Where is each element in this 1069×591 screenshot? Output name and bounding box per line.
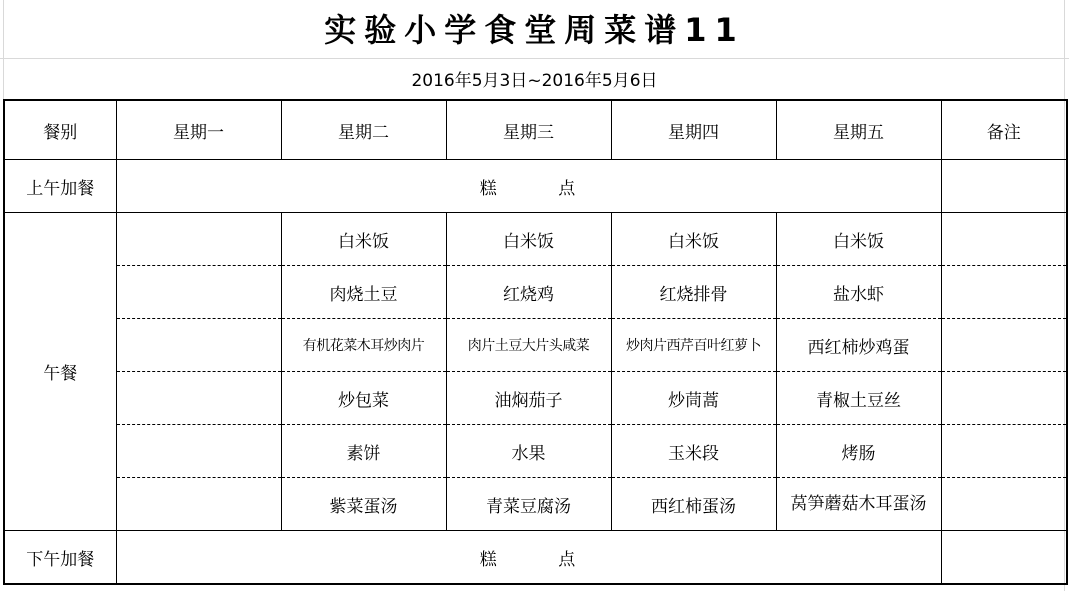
lunch-cell[interactable]: 青椒土豆丝: [776, 372, 941, 425]
lunch-row: [4, 319, 1067, 372]
page-title: 实验小学食堂周菜谱11: [324, 11, 745, 49]
morning-snack-notes[interactable]: [941, 160, 1067, 213]
lunch-cell[interactable]: 白米饭: [611, 213, 776, 266]
lunch-cell[interactable]: 烤肠: [776, 425, 941, 478]
afternoon-snack-row: [4, 531, 1067, 585]
lunch-cell[interactable]: 有机花菜木耳炒肉片: [281, 319, 446, 372]
afternoon-snack-label[interactable]: 下午加餐: [4, 531, 116, 585]
lunch-cell[interactable]: [116, 213, 281, 266]
lunch-cell[interactable]: 紫菜蛋汤: [281, 478, 446, 531]
lunch-cell[interactable]: 油焖茄子: [446, 372, 611, 425]
lunch-cell[interactable]: 红烧鸡: [446, 266, 611, 319]
lunch-cell[interactable]: 肉片土豆大片头咸菜: [446, 319, 611, 372]
afternoon-snack-content[interactable]: 糕 点: [116, 531, 941, 585]
lunch-cell[interactable]: [116, 478, 281, 531]
lunch-notes-cell[interactable]: [941, 478, 1067, 531]
lunch-cell[interactable]: [116, 319, 281, 372]
lunch-notes-cell[interactable]: [941, 266, 1067, 319]
lunch-cell[interactable]: [116, 266, 281, 319]
header-cell-thursday[interactable]: 星期四: [611, 100, 776, 160]
lunch-row: [4, 213, 1067, 266]
menu-table: [3, 99, 1068, 585]
morning-snack-row: [4, 160, 1067, 213]
header-cell-monday[interactable]: 星期一: [116, 100, 281, 160]
lunch-cell[interactable]: 白米饭: [281, 213, 446, 266]
lunch-cell[interactable]: 白米饭: [776, 213, 941, 266]
lunch-cell[interactable]: 青菜豆腐汤: [446, 478, 611, 531]
lunch-cell[interactable]: 西红柿炒鸡蛋: [776, 319, 941, 372]
header-cell-notes[interactable]: 备注: [941, 100, 1067, 160]
date-range: 2016年5月3日~2016年5月6日: [411, 70, 658, 91]
lunch-cell[interactable]: 肉烧土豆: [281, 266, 446, 319]
lunch-cell[interactable]: 炒茼蒿: [611, 372, 776, 425]
lunch-cell[interactable]: 炒包菜: [281, 372, 446, 425]
lunch-cell[interactable]: 素饼: [281, 425, 446, 478]
lunch-label[interactable]: 午餐: [4, 213, 116, 531]
lunch-notes-cell[interactable]: [941, 319, 1067, 372]
lunch-cell[interactable]: 炒肉片西芹百叶红萝卜: [611, 319, 776, 372]
header-row: [4, 100, 1067, 160]
lunch-cell[interactable]: [116, 425, 281, 478]
lunch-cell[interactable]: 莴笋蘑菇木耳蛋汤: [776, 478, 941, 531]
afternoon-snack-notes[interactable]: [941, 531, 1067, 585]
header-cell-wednesday[interactable]: 星期三: [446, 100, 611, 160]
header-cell-friday[interactable]: 星期五: [776, 100, 941, 160]
lunch-row: [4, 372, 1067, 425]
header-cell-tuesday[interactable]: 星期二: [281, 100, 446, 160]
lunch-cell[interactable]: 红烧排骨: [611, 266, 776, 319]
lunch-notes-cell[interactable]: [941, 213, 1067, 266]
lunch-cell[interactable]: 白米饭: [446, 213, 611, 266]
lunch-row: [4, 266, 1067, 319]
lunch-cell[interactable]: [116, 372, 281, 425]
lunch-cell[interactable]: 盐水虾: [776, 266, 941, 319]
lunch-notes-cell[interactable]: [941, 425, 1067, 478]
lunch-cell[interactable]: 西红柿蛋汤: [611, 478, 776, 531]
lunch-row: [4, 425, 1067, 478]
morning-snack-label[interactable]: 上午加餐: [4, 160, 116, 213]
lunch-notes-cell[interactable]: [941, 372, 1067, 425]
morning-snack-content[interactable]: 糕 点: [116, 160, 941, 213]
header-cell-meal[interactable]: 餐别: [4, 100, 116, 160]
lunch-row: [4, 478, 1067, 531]
lunch-cell[interactable]: 玉米段: [611, 425, 776, 478]
sheet-gridline: [0, 58, 1069, 59]
lunch-cell[interactable]: 水果: [446, 425, 611, 478]
